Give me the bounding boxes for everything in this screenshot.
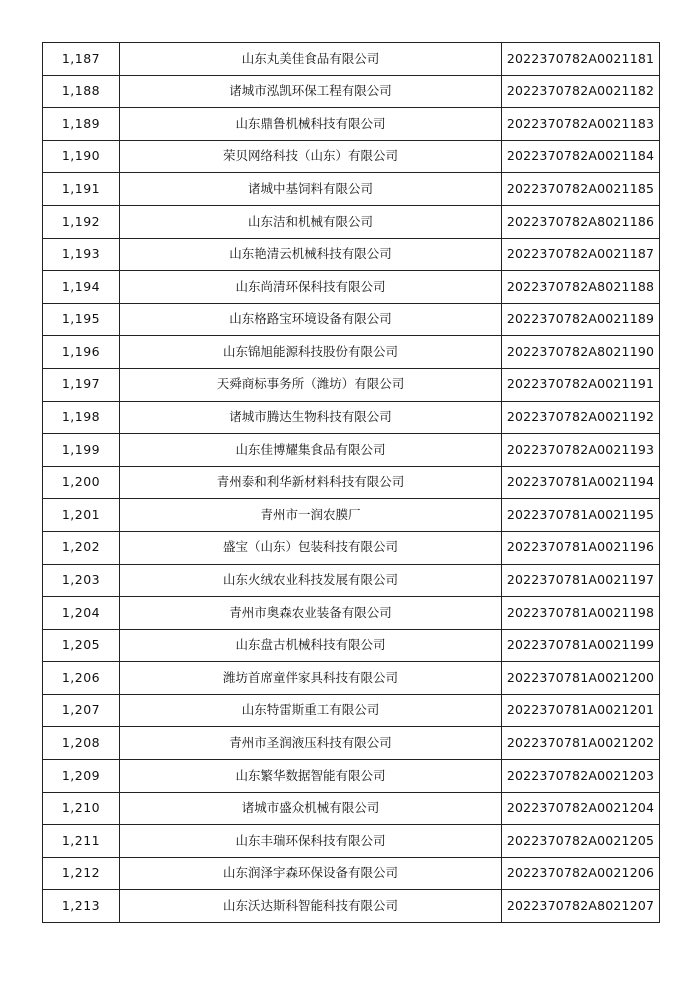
row-index-cell: 1,205 xyxy=(43,629,120,662)
row-index-cell: 1,196 xyxy=(43,336,120,369)
row-index-cell: 1,207 xyxy=(43,694,120,727)
table-row xyxy=(43,75,660,108)
registration-code-cell: 2022370782A8021207 xyxy=(502,890,660,923)
registration-code-cell: 2022370782A0021183 xyxy=(502,108,660,141)
company-name-cell: 山东丰瑞环保科技有限公司 xyxy=(120,825,502,858)
registry-table-body xyxy=(43,43,660,923)
company-name-cell: 山东佳博耀集食品有限公司 xyxy=(120,434,502,467)
registration-code-cell: 2022370782A0021189 xyxy=(502,303,660,336)
registration-code-cell: 2022370782A0021184 xyxy=(502,140,660,173)
row-index-cell: 1,190 xyxy=(43,140,120,173)
row-index-cell: 1,203 xyxy=(43,564,120,597)
company-name-cell: 诸城中基饲料有限公司 xyxy=(120,173,502,206)
row-index-cell: 1,194 xyxy=(43,271,120,304)
table-row xyxy=(43,531,660,564)
table-row xyxy=(43,303,660,336)
company-name-cell: 盛宝（山东）包装科技有限公司 xyxy=(120,531,502,564)
table-row xyxy=(43,434,660,467)
registration-code-cell: 2022370782A0021205 xyxy=(502,825,660,858)
company-name-cell: 潍坊首席童伴家具科技有限公司 xyxy=(120,662,502,695)
row-index-cell: 1,206 xyxy=(43,662,120,695)
row-index-cell: 1,212 xyxy=(43,857,120,890)
row-index-cell: 1,198 xyxy=(43,401,120,434)
row-index-cell: 1,188 xyxy=(43,75,120,108)
table-row xyxy=(43,597,660,630)
company-name-cell: 青州泰和利华新材料科技有限公司 xyxy=(120,466,502,499)
table-row xyxy=(43,238,660,271)
row-index-cell: 1,197 xyxy=(43,368,120,401)
registration-code-cell: 2022370781A0021197 xyxy=(502,564,660,597)
company-name-cell: 山东火绒农业科技发展有限公司 xyxy=(120,564,502,597)
registration-code-cell: 2022370781A0021198 xyxy=(502,597,660,630)
row-index-cell: 1,213 xyxy=(43,890,120,923)
table-row xyxy=(43,466,660,499)
company-name-cell: 山东盘古机械科技有限公司 xyxy=(120,629,502,662)
registration-code-cell: 2022370781A0021202 xyxy=(502,727,660,760)
registration-code-cell: 2022370782A8021188 xyxy=(502,271,660,304)
row-index-cell: 1,204 xyxy=(43,597,120,630)
registration-code-cell: 2022370781A0021196 xyxy=(502,531,660,564)
table-row xyxy=(43,499,660,532)
row-index-cell: 1,209 xyxy=(43,760,120,793)
company-name-cell: 山东润泽宇森环保设备有限公司 xyxy=(120,857,502,890)
registration-code-cell: 2022370782A0021185 xyxy=(502,173,660,206)
table-row xyxy=(43,792,660,825)
registration-code-cell: 2022370781A0021199 xyxy=(502,629,660,662)
table-row xyxy=(43,629,660,662)
company-name-cell: 诸城市盛众机械有限公司 xyxy=(120,792,502,825)
company-name-cell: 山东丸美佳食品有限公司 xyxy=(120,43,502,76)
registration-code-cell: 2022370782A8021190 xyxy=(502,336,660,369)
table-row xyxy=(43,368,660,401)
row-index-cell: 1,191 xyxy=(43,173,120,206)
row-index-cell: 1,200 xyxy=(43,466,120,499)
table-row xyxy=(43,43,660,76)
table-row xyxy=(43,890,660,923)
row-index-cell: 1,202 xyxy=(43,531,120,564)
row-index-cell: 1,187 xyxy=(43,43,120,76)
company-name-cell: 诸城市泓凯环保工程有限公司 xyxy=(120,75,502,108)
registration-code-cell: 2022370782A0021191 xyxy=(502,368,660,401)
table-row xyxy=(43,662,660,695)
company-name-cell: 山东繁华数据智能有限公司 xyxy=(120,760,502,793)
company-name-cell: 荣贝网络科技（山东）有限公司 xyxy=(120,140,502,173)
company-name-cell: 山东艳清云机械科技有限公司 xyxy=(120,238,502,271)
company-name-cell: 诸城市腾达生物科技有限公司 xyxy=(120,401,502,434)
table-row xyxy=(43,694,660,727)
company-name-cell: 青州市奥森农业装备有限公司 xyxy=(120,597,502,630)
row-index-cell: 1,210 xyxy=(43,792,120,825)
registration-code-cell: 2022370781A0021200 xyxy=(502,662,660,695)
company-name-cell: 青州市一润农膜厂 xyxy=(120,499,502,532)
registration-code-cell: 2022370782A0021182 xyxy=(502,75,660,108)
row-index-cell: 1,193 xyxy=(43,238,120,271)
registration-code-cell: 2022370782A0021181 xyxy=(502,43,660,76)
table-row xyxy=(43,760,660,793)
row-index-cell: 1,199 xyxy=(43,434,120,467)
company-name-cell: 山东尚清环保科技有限公司 xyxy=(120,271,502,304)
company-name-cell: 山东特雷斯重工有限公司 xyxy=(120,694,502,727)
table-row xyxy=(43,271,660,304)
company-name-cell: 山东格路宝环境设备有限公司 xyxy=(120,303,502,336)
registration-code-cell: 2022370782A8021186 xyxy=(502,205,660,238)
table-row xyxy=(43,857,660,890)
registration-code-cell: 2022370782A0021204 xyxy=(502,792,660,825)
table-row xyxy=(43,108,660,141)
company-name-cell: 山东洁和机械有限公司 xyxy=(120,205,502,238)
row-index-cell: 1,189 xyxy=(43,108,120,141)
table-row xyxy=(43,401,660,434)
company-name-cell: 天舜商标事务所（潍坊）有限公司 xyxy=(120,368,502,401)
registration-code-cell: 2022370781A0021195 xyxy=(502,499,660,532)
registration-code-cell: 2022370781A0021194 xyxy=(502,466,660,499)
company-name-cell: 山东锦旭能源科技股份有限公司 xyxy=(120,336,502,369)
table-row xyxy=(43,727,660,760)
table-row xyxy=(43,173,660,206)
row-index-cell: 1,211 xyxy=(43,825,120,858)
company-name-cell: 山东鼎鲁机械科技有限公司 xyxy=(120,108,502,141)
table-row xyxy=(43,564,660,597)
table-row xyxy=(43,336,660,369)
registration-code-cell: 2022370782A0021192 xyxy=(502,401,660,434)
company-name-cell: 青州市圣润液压科技有限公司 xyxy=(120,727,502,760)
row-index-cell: 1,195 xyxy=(43,303,120,336)
registration-code-cell: 2022370781A0021201 xyxy=(502,694,660,727)
table-row xyxy=(43,825,660,858)
registration-code-cell: 2022370782A0021193 xyxy=(502,434,660,467)
row-index-cell: 1,192 xyxy=(43,205,120,238)
company-registry-table xyxy=(42,42,660,923)
row-index-cell: 1,208 xyxy=(43,727,120,760)
registration-code-cell: 2022370782A0021206 xyxy=(502,857,660,890)
table-row xyxy=(43,205,660,238)
company-name-cell: 山东沃达斯科智能科技有限公司 xyxy=(120,890,502,923)
registration-code-cell: 2022370782A0021203 xyxy=(502,760,660,793)
registration-code-cell: 2022370782A0021187 xyxy=(502,238,660,271)
row-index-cell: 1,201 xyxy=(43,499,120,532)
table-row xyxy=(43,140,660,173)
